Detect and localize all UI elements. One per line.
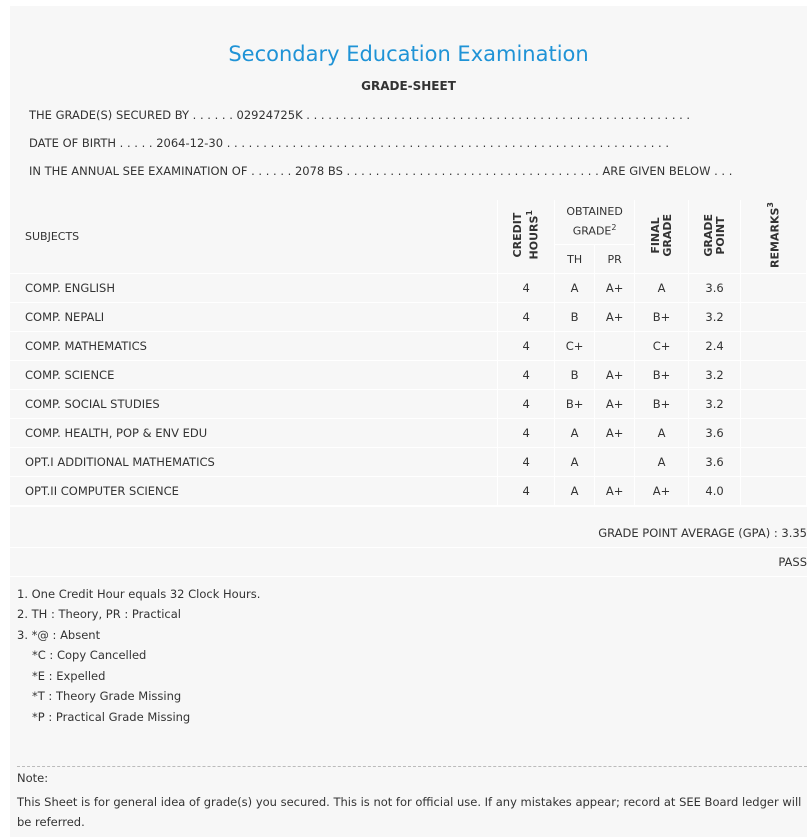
credit-cell: 4 — [498, 303, 555, 332]
footnote-absent: 3. *@ : Absent — [17, 628, 101, 642]
practical-grade-cell: A+ — [595, 477, 635, 506]
table-row — [10, 303, 807, 332]
theory-grade-cell: A — [555, 448, 595, 477]
practical-grade-cell — [595, 332, 635, 361]
grades-table — [10, 200, 807, 506]
grade-point-cell: 4.0 — [689, 477, 741, 506]
theory-grade-cell: C+ — [555, 332, 595, 361]
credit-cell: 4 — [498, 361, 555, 390]
remarks-cell — [741, 419, 807, 448]
credit-cell: 4 — [498, 477, 555, 506]
secured-by-line: THE GRADE(S) SECURED BY . . . . . . 02924725K . . . . . . . . . . . . . . . . . . . . . . . . . . . . . . . . . . . . . . . . . . . . . . . . . . . . . — [29, 108, 691, 122]
note-text: This Sheet is for general idea of grade(s) you secured. This is not for official use. If any mistakes appear; record at SEE Board ledger will be referred. — [17, 795, 802, 829]
remarks-header: REMARKS$^3$ — [741, 200, 807, 274]
final-grade-cell: B+ — [635, 390, 689, 419]
footnote-expelled: *E : Expelled — [32, 669, 106, 683]
remarks-cell — [741, 390, 807, 419]
obtained-grade-header: OBTAINED GRADE$^2$ — [555, 200, 635, 245]
table-row — [10, 448, 807, 477]
divider — [10, 547, 807, 548]
page-title: Secondary Education Examination — [228, 42, 589, 66]
remarks-cell — [741, 303, 807, 332]
table-row — [10, 419, 807, 448]
subject-cell: COMP. SOCIAL STUDIES — [10, 390, 498, 419]
final-grade-cell: A — [635, 419, 689, 448]
footnote-theory-missing: *T : Theory Grade Missing — [32, 689, 182, 703]
grade-point-cell: 3.2 — [689, 303, 741, 332]
subject-cell: OPT.I ADDITIONAL MATHEMATICS — [10, 448, 498, 477]
theory-grade-cell: B — [555, 361, 595, 390]
grade-point-header: GRADE POINT — [689, 200, 741, 274]
practical-grade-cell: A+ — [595, 274, 635, 303]
credit-hours-header: CREDIT HOURS$^1$ — [498, 200, 555, 274]
footnote-theory-practical: 2. TH : Theory, PR : Practical — [17, 607, 181, 621]
theory-grade-cell: B+ — [555, 390, 595, 419]
practical-grade-cell: A+ — [595, 303, 635, 332]
result-status: PASS — [778, 555, 807, 569]
table-row — [10, 390, 807, 419]
footnote-practical-missing: *P : Practical Grade Missing — [32, 710, 191, 724]
remarks-cell — [741, 477, 807, 506]
theory-header: TH — [555, 245, 595, 274]
credit-cell: 4 — [498, 274, 555, 303]
subject-cell: COMP. NEPALI — [10, 303, 498, 332]
practical-grade-cell: A+ — [595, 419, 635, 448]
subject-cell: COMP. ENGLISH — [10, 274, 498, 303]
final-grade-cell: A+ — [635, 477, 689, 506]
grade-point-cell: 2.4 — [689, 332, 741, 361]
final-grade-cell: B+ — [635, 361, 689, 390]
remarks-cell — [741, 361, 807, 390]
table-row — [10, 332, 807, 361]
final-grade-cell: A — [635, 448, 689, 477]
final-grade-header: FINAL GRADE — [635, 200, 689, 274]
gpa-summary: GRADE POINT AVERAGE (GPA) : 3.35 — [598, 526, 807, 540]
remarks-cell — [741, 332, 807, 361]
subject-cell: COMP. HEALTH, POP & ENV EDU — [10, 419, 498, 448]
exam-line: IN THE ANNUAL SEE EXAMINATION OF . . . . . . 2078 BS . . . . . . . . . . . . . . . . . . . . . . . . . . . . . . . . . . . ARE GIVEN BELOW . . . — [29, 164, 733, 178]
grade-point-cell: 3.2 — [689, 361, 741, 390]
practical-grade-cell — [595, 448, 635, 477]
credit-cell: 4 — [498, 390, 555, 419]
final-grade-cell: B+ — [635, 303, 689, 332]
theory-grade-cell: A — [555, 419, 595, 448]
subject-cell: COMP. SCIENCE — [10, 361, 498, 390]
grade-point-cell: 3.6 — [689, 448, 741, 477]
note-divider — [17, 766, 807, 767]
credit-cell: 4 — [498, 448, 555, 477]
final-grade-cell: A — [635, 274, 689, 303]
credit-cell: 4 — [498, 419, 555, 448]
page-subtitle: GRADE-SHEET — [361, 79, 456, 93]
credit-cell: 4 — [498, 332, 555, 361]
date-of-birth-line: DATE OF BIRTH . . . . . 2064-12-30 . . . . . . . . . . . . . . . . . . . . . . . . . . . . . . . . . . . . . . . . . . . . . . . . . . . . . . . . . . . . . — [29, 136, 670, 150]
subject-cell: OPT.II COMPUTER SCIENCE — [10, 477, 498, 506]
table-row — [10, 361, 807, 390]
table-row — [10, 477, 807, 506]
note-heading: Note: — [17, 771, 49, 785]
theory-grade-cell: A — [555, 274, 595, 303]
remarks-cell — [741, 448, 807, 477]
grade-point-cell: 3.6 — [689, 274, 741, 303]
table-row — [10, 274, 807, 303]
grade-sheet — [10, 6, 807, 837]
theory-grade-cell: A — [555, 477, 595, 506]
divider — [10, 576, 807, 577]
table-header-row — [10, 200, 807, 245]
subject-cell: COMP. MATHEMATICS — [10, 332, 498, 361]
practical-grade-cell: A+ — [595, 361, 635, 390]
divider — [10, 506, 807, 507]
grade-point-cell: 3.2 — [689, 390, 741, 419]
footnote-copy-cancelled: *C : Copy Cancelled — [32, 648, 147, 662]
theory-grade-cell: B — [555, 303, 595, 332]
remarks-cell — [741, 274, 807, 303]
final-grade-cell: C+ — [635, 332, 689, 361]
subjects-header: SUBJECTS — [10, 200, 498, 274]
footnote-credit-hour: 1. One Credit Hour equals 32 Clock Hours. — [17, 587, 261, 601]
practical-grade-cell: A+ — [595, 390, 635, 419]
practical-header: PR — [595, 245, 635, 274]
grade-point-cell: 3.6 — [689, 419, 741, 448]
